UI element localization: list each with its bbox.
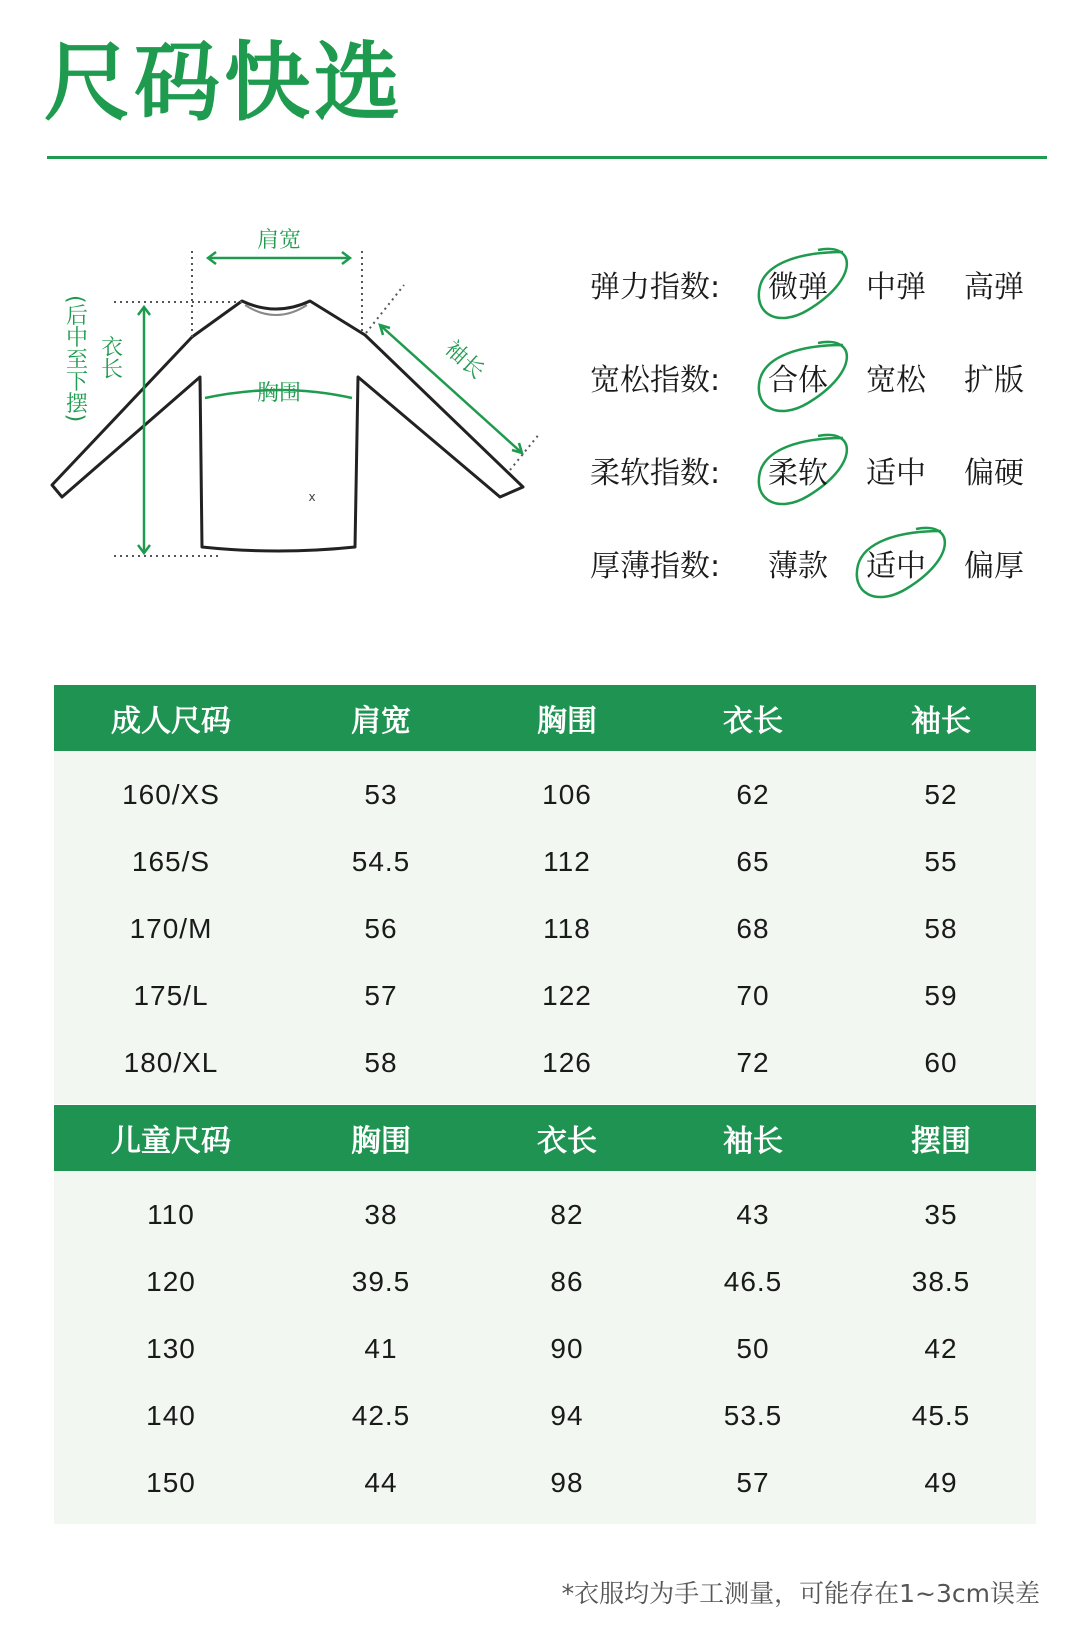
length-note-label: (后中至下摆) [62, 295, 88, 423]
table-cell: 59 [846, 962, 1036, 1029]
table-cell: 57 [288, 962, 474, 1029]
table-cell: 112 [474, 828, 660, 895]
elasticity-option: 高弹 [964, 270, 1024, 305]
table-cell: 175/L [54, 962, 288, 1029]
column-header: 胸围 [474, 685, 660, 751]
looseness-option: 宽松 [866, 363, 926, 398]
table-cell: 110 [54, 1171, 288, 1248]
table-cell: 82 [474, 1171, 660, 1248]
table-cell: 62 [660, 751, 846, 828]
column-header: 衣长 [660, 685, 846, 751]
page-title: 尺码快选 [44, 33, 404, 133]
garment-diagram [40, 225, 580, 595]
table-cell: 72 [660, 1029, 846, 1104]
column-header: 肩宽 [288, 685, 474, 751]
softness-option: 柔软 [768, 456, 828, 491]
column-header: 儿童尺码 [54, 1105, 288, 1171]
table-header-row [54, 685, 1036, 751]
table-cell: 150 [54, 1449, 288, 1524]
adult-size-table [54, 685, 1036, 1104]
sweatshirt-outline-illustration [40, 225, 580, 595]
table-cell: 57 [660, 1449, 846, 1524]
table-cell: 118 [474, 895, 660, 962]
shoulder-label: 肩宽 [256, 228, 302, 253]
softness-label: 柔软指数: [590, 456, 721, 491]
table-row [54, 751, 1036, 828]
table-row [54, 1449, 1036, 1524]
measurement-footnote: *衣服均为手工测量，可能存在1~3cm误差 [561, 1579, 1040, 1608]
elasticity-option: 微弹 [768, 270, 828, 305]
table-cell: 50 [660, 1315, 846, 1382]
table-cell: 160/XS [54, 751, 288, 828]
fabric-indices [590, 262, 1050, 634]
table-cell: 58 [846, 895, 1036, 962]
length-label: 衣长 [97, 335, 123, 379]
table-cell: 120 [54, 1248, 288, 1315]
table-row [54, 1029, 1036, 1104]
sleeve-label: 袖长 [439, 336, 490, 385]
table-row [54, 1171, 1036, 1248]
softness-option: 偏硬 [964, 456, 1024, 491]
table-header-row [54, 1105, 1036, 1171]
table-cell: 165/S [54, 828, 288, 895]
table-cell: 140 [54, 1382, 288, 1449]
column-header: 袖长 [660, 1105, 846, 1171]
table-cell: 58 [288, 1029, 474, 1104]
column-header: 袖长 [846, 685, 1036, 751]
thickness-option: 薄款 [768, 549, 828, 584]
logo-mark: x [308, 490, 316, 504]
table-cell: 35 [846, 1171, 1036, 1248]
table-cell: 49 [846, 1449, 1036, 1524]
softness-row [590, 448, 1050, 541]
table-cell: 43 [660, 1171, 846, 1248]
table-cell: 44 [288, 1449, 474, 1524]
looseness-label: 宽松指数: [590, 363, 721, 398]
table-cell: 170/M [54, 895, 288, 962]
table-cell: 130 [54, 1315, 288, 1382]
table-cell: 38 [288, 1171, 474, 1248]
table-cell: 54.5 [288, 828, 474, 895]
looseness-option: 扩版 [964, 363, 1024, 398]
table-cell: 126 [474, 1029, 660, 1104]
table-cell: 106 [474, 751, 660, 828]
table-row [54, 1382, 1036, 1449]
table-cell: 122 [474, 962, 660, 1029]
table-row [54, 828, 1036, 895]
column-header: 成人尺码 [54, 685, 288, 751]
thickness-option: 偏厚 [964, 549, 1024, 584]
table-cell: 38.5 [846, 1248, 1036, 1315]
table-row [54, 962, 1036, 1029]
thickness-option: 适中 [866, 549, 926, 584]
kid-size-table [54, 1105, 1036, 1524]
table-cell: 180/XL [54, 1029, 288, 1104]
table-cell: 41 [288, 1315, 474, 1382]
table-cell: 39.5 [288, 1248, 474, 1315]
table-cell: 42 [846, 1315, 1036, 1382]
table-cell: 53.5 [660, 1382, 846, 1449]
table-cell: 68 [660, 895, 846, 962]
table-cell: 90 [474, 1315, 660, 1382]
title-divider [47, 156, 1047, 159]
guide-lines [114, 251, 540, 556]
column-header: 胸围 [288, 1105, 474, 1171]
table-cell: 46.5 [660, 1248, 846, 1315]
table-cell: 56 [288, 895, 474, 962]
table-cell: 60 [846, 1029, 1036, 1104]
looseness-option: 合体 [768, 363, 828, 398]
table-cell: 86 [474, 1248, 660, 1315]
table-cell: 65 [660, 828, 846, 895]
table-cell: 45.5 [846, 1382, 1036, 1449]
table-row [54, 895, 1036, 962]
column-header: 摆围 [846, 1105, 1036, 1171]
softness-option: 适中 [866, 456, 926, 491]
table-cell: 98 [474, 1449, 660, 1524]
elasticity-label: 弹力指数: [590, 270, 721, 305]
sweatshirt-outline [52, 301, 523, 551]
table-cell: 94 [474, 1382, 660, 1449]
chest-label: 胸围 [256, 381, 302, 406]
table-cell: 52 [846, 751, 1036, 828]
measurement-lines [138, 252, 522, 553]
thickness-row [590, 541, 1050, 634]
table-row [54, 1248, 1036, 1315]
thickness-label: 厚薄指数: [590, 549, 721, 584]
column-header: 衣长 [474, 1105, 660, 1171]
elasticity-option: 中弹 [866, 270, 926, 305]
table-cell: 55 [846, 828, 1036, 895]
table-cell: 70 [660, 962, 846, 1029]
table-cell: 42.5 [288, 1382, 474, 1449]
table-cell: 53 [288, 751, 474, 828]
table-row [54, 1315, 1036, 1382]
